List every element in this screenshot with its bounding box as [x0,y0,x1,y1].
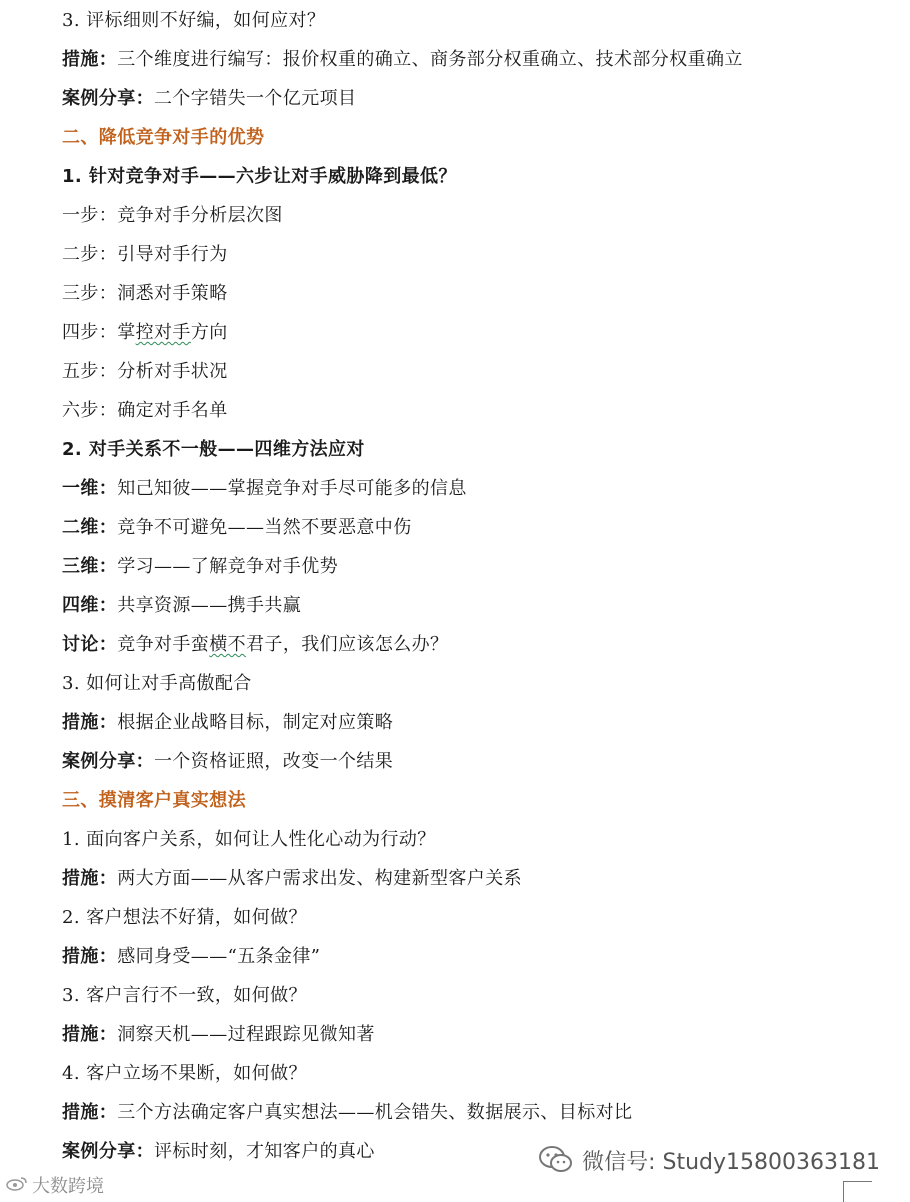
line-label: 二维： [62,517,118,538]
text-line: 三维：学习——了解竞争对手优势 [62,556,339,577]
text-line: 1. 面向客户关系，如何让人性化心动为行动？ [62,829,436,850]
text-line: 措施：洞察天机——过程跟踪见微知著 [62,1024,375,1045]
text-line: 三步：洞悉对手策略 [62,283,228,304]
line-label: 讨论： [62,634,118,655]
page-corner-marker [843,1181,872,1202]
text-line: 3. 如何让对手高傲配合 [62,673,252,694]
text-line: 措施：两大方面——从客户需求出发、构建新型客户关系 [62,868,523,889]
subsection-heading: 2. 对手关系不一般——四维方法应对 [62,439,365,460]
text-line: 措施：三个方法确定客户真实想法——机会错失、数据展示、目标对比 [62,1102,633,1123]
line-label: 措施： [62,946,118,967]
line-label: 三维： [62,556,118,577]
text-line: 二步：引导对手行为 [62,244,228,265]
spellcheck-underline: 横不 [209,634,247,655]
line-label: 案例分享： [62,88,154,109]
text-line: 五步：分析对手状况 [62,361,228,382]
line-label: 措施： [62,1102,118,1123]
text-line: 案例分享：一个资格证照，改变一个结果 [62,751,394,772]
line-label: 措施： [62,1024,118,1045]
line-label: 一维： [62,478,118,499]
line-label: 案例分享： [62,751,154,772]
weibo-watermark [6,1172,104,1198]
weibo-watermark-text: 大数跨境 [32,1176,104,1197]
section-heading: 三、摸清客户真实想法 [62,790,246,811]
line-label: 措施： [62,868,118,889]
sina-weibo-icon [6,1175,28,1195]
text-line: 案例分享：二个字错失一个亿元项目 [62,88,357,109]
wechat-id: 微信号: Study15800363181 [582,1149,880,1175]
line-label: 四维： [62,595,118,616]
text-line: 4. 客户立场不果断，如何做？ [62,1063,307,1084]
text-line: 四步：掌控对手方向 [62,322,228,343]
text-line: 一维：知己知彼——掌握竞争对手尽可能多的信息 [62,478,467,499]
text-line: 一步：竞争对手分析层次图 [62,205,283,226]
wechat-icon [538,1145,574,1175]
text-line: 3. 评标细则不好编，如何应对？ [62,10,326,31]
text-line: 措施：根据企业战略目标，制定对应策略 [62,712,394,733]
text-line: 3. 客户言行不一致，如何做？ [62,985,307,1006]
text-line: 六步：确定对手名单 [62,400,228,421]
text-line: 措施：感同身受——“五条金律” [62,946,321,967]
section-heading: 二、降低竞争对手的优势 [62,127,265,148]
text-line: 二维：竞争不可避免——当然不要恶意中伤 [62,517,412,538]
subsection-heading: 1. 针对竞争对手——六步让对手威胁降到最低？ [62,166,457,187]
wechat-watermark [538,1140,880,1180]
text-line: 2. 客户想法不好猜，如何做？ [62,907,307,928]
spellcheck-underline: 控对手 [135,322,191,343]
line-label: 措施： [62,712,118,733]
text-line: 措施：三个维度进行编写：报价权重的确立、商务部分权重确立、技术部分权重确立 [62,49,743,70]
line-label: 措施： [62,49,118,70]
text-line: 四维：共享资源——携手共赢 [62,595,302,616]
line-label: 案例分享： [62,1141,154,1162]
text-line: 案例分享：评标时刻，才知客户的真心 [62,1141,375,1162]
text-line: 讨论：竞争对手蛮横不君子，我们应该怎么办？ [62,634,449,655]
